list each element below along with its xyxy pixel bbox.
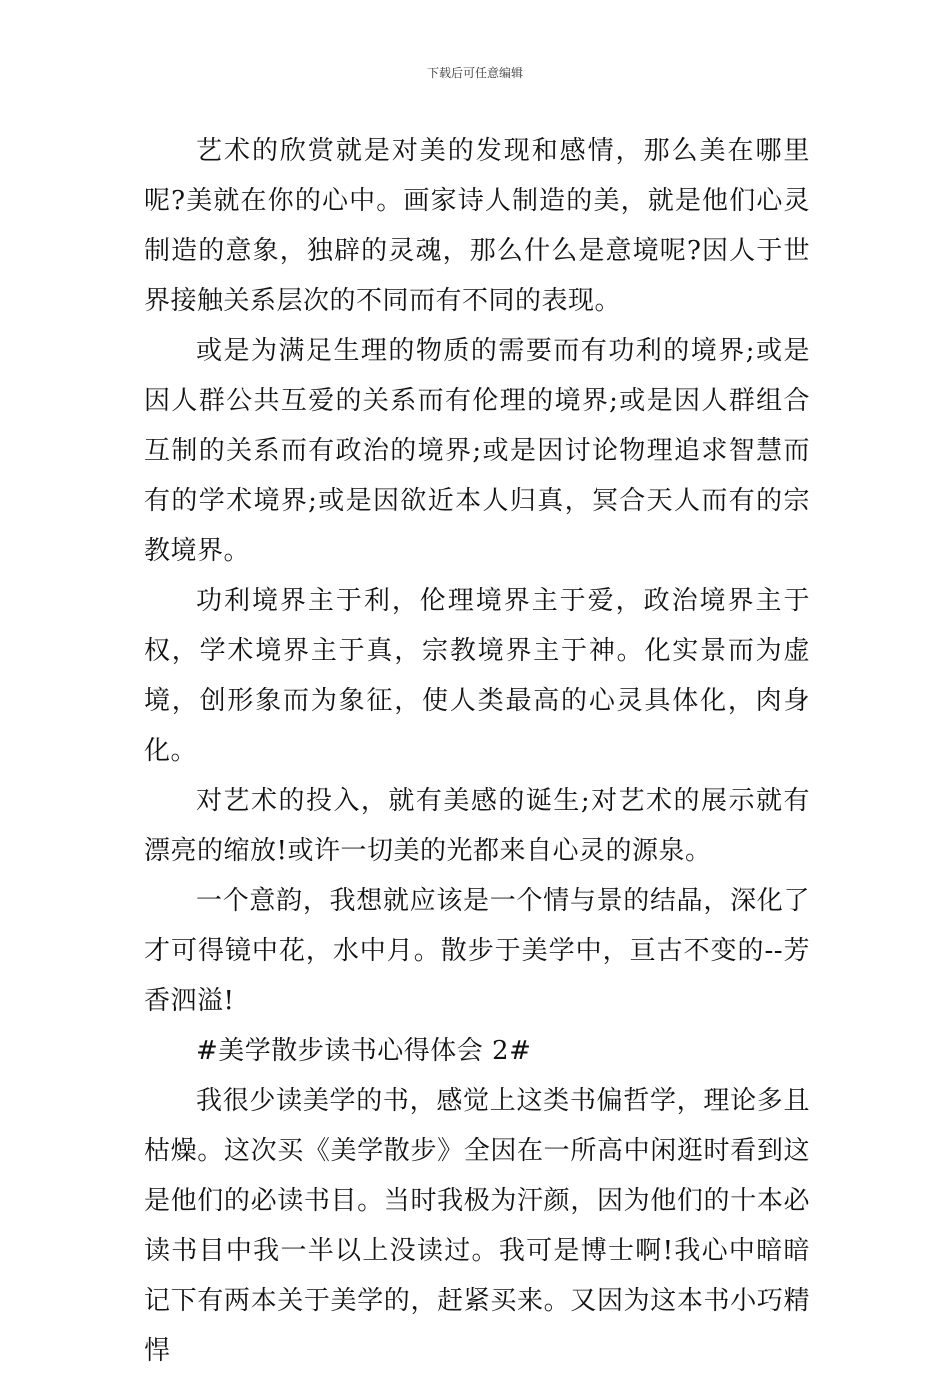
paragraph-3: 功利境界主于利，伦理境界主于爱，政治境界主于权，学术境界主于真，宗教境界主于神。化实景而为虚境，创形象而为象征，使人类最高的心灵具体化，肉身化。 <box>144 586 810 766</box>
page-header-note: 下载后可任意编辑 <box>426 66 523 80</box>
paragraph-6: 我很少读美学的书，感觉上这类书偏哲学，理论多且枯燥。这次买《美学散步》全因在一所高中闲逛时看到这是他们的必读书目。当时我极为汗颜，因为他们的十本必读书目中我一半以上没读过。我可是博士啊!我心中暗暗记下有两本关于美学的，赶紧买来。又因为这本书小巧精悍 <box>144 1086 810 1366</box>
document-body <box>144 126 810 1376</box>
section-heading: #美学散步读书心得体会 2# <box>196 1036 532 1066</box>
paragraph-1: 艺术的欣赏就是对美的发现和感情，那么美在哪里呢?美就在你的心中。画家诗人制造的美，就是他们心灵制造的意象，独辟的灵魂，那么什么是意境呢?因人于世界接触关系层次的不同而有不同的表现。 <box>144 136 810 316</box>
paragraph-2: 或是为满足生理的物质的需要而有功利的境界;或是因人群公共互爱的关系而有伦理的境界;或是因人群组合互制的关系而有政治的境界;或是因讨论物理追求智慧而有的学术境界;或是因欲近本人归真，冥合天人而有的宗教境界。 <box>144 336 810 566</box>
paragraph-5: 一个意韵，我想就应该是一个情与景的结晶，深化了才可得镜中花，水中月。散步于美学中，亘古不变的--芳香泗溢! <box>144 886 810 1016</box>
paragraph-4: 对艺术的投入，就有美感的诞生;对艺术的展示就有漂亮的缩放!或许一切美的光都来自心灵的源泉。 <box>144 786 810 866</box>
